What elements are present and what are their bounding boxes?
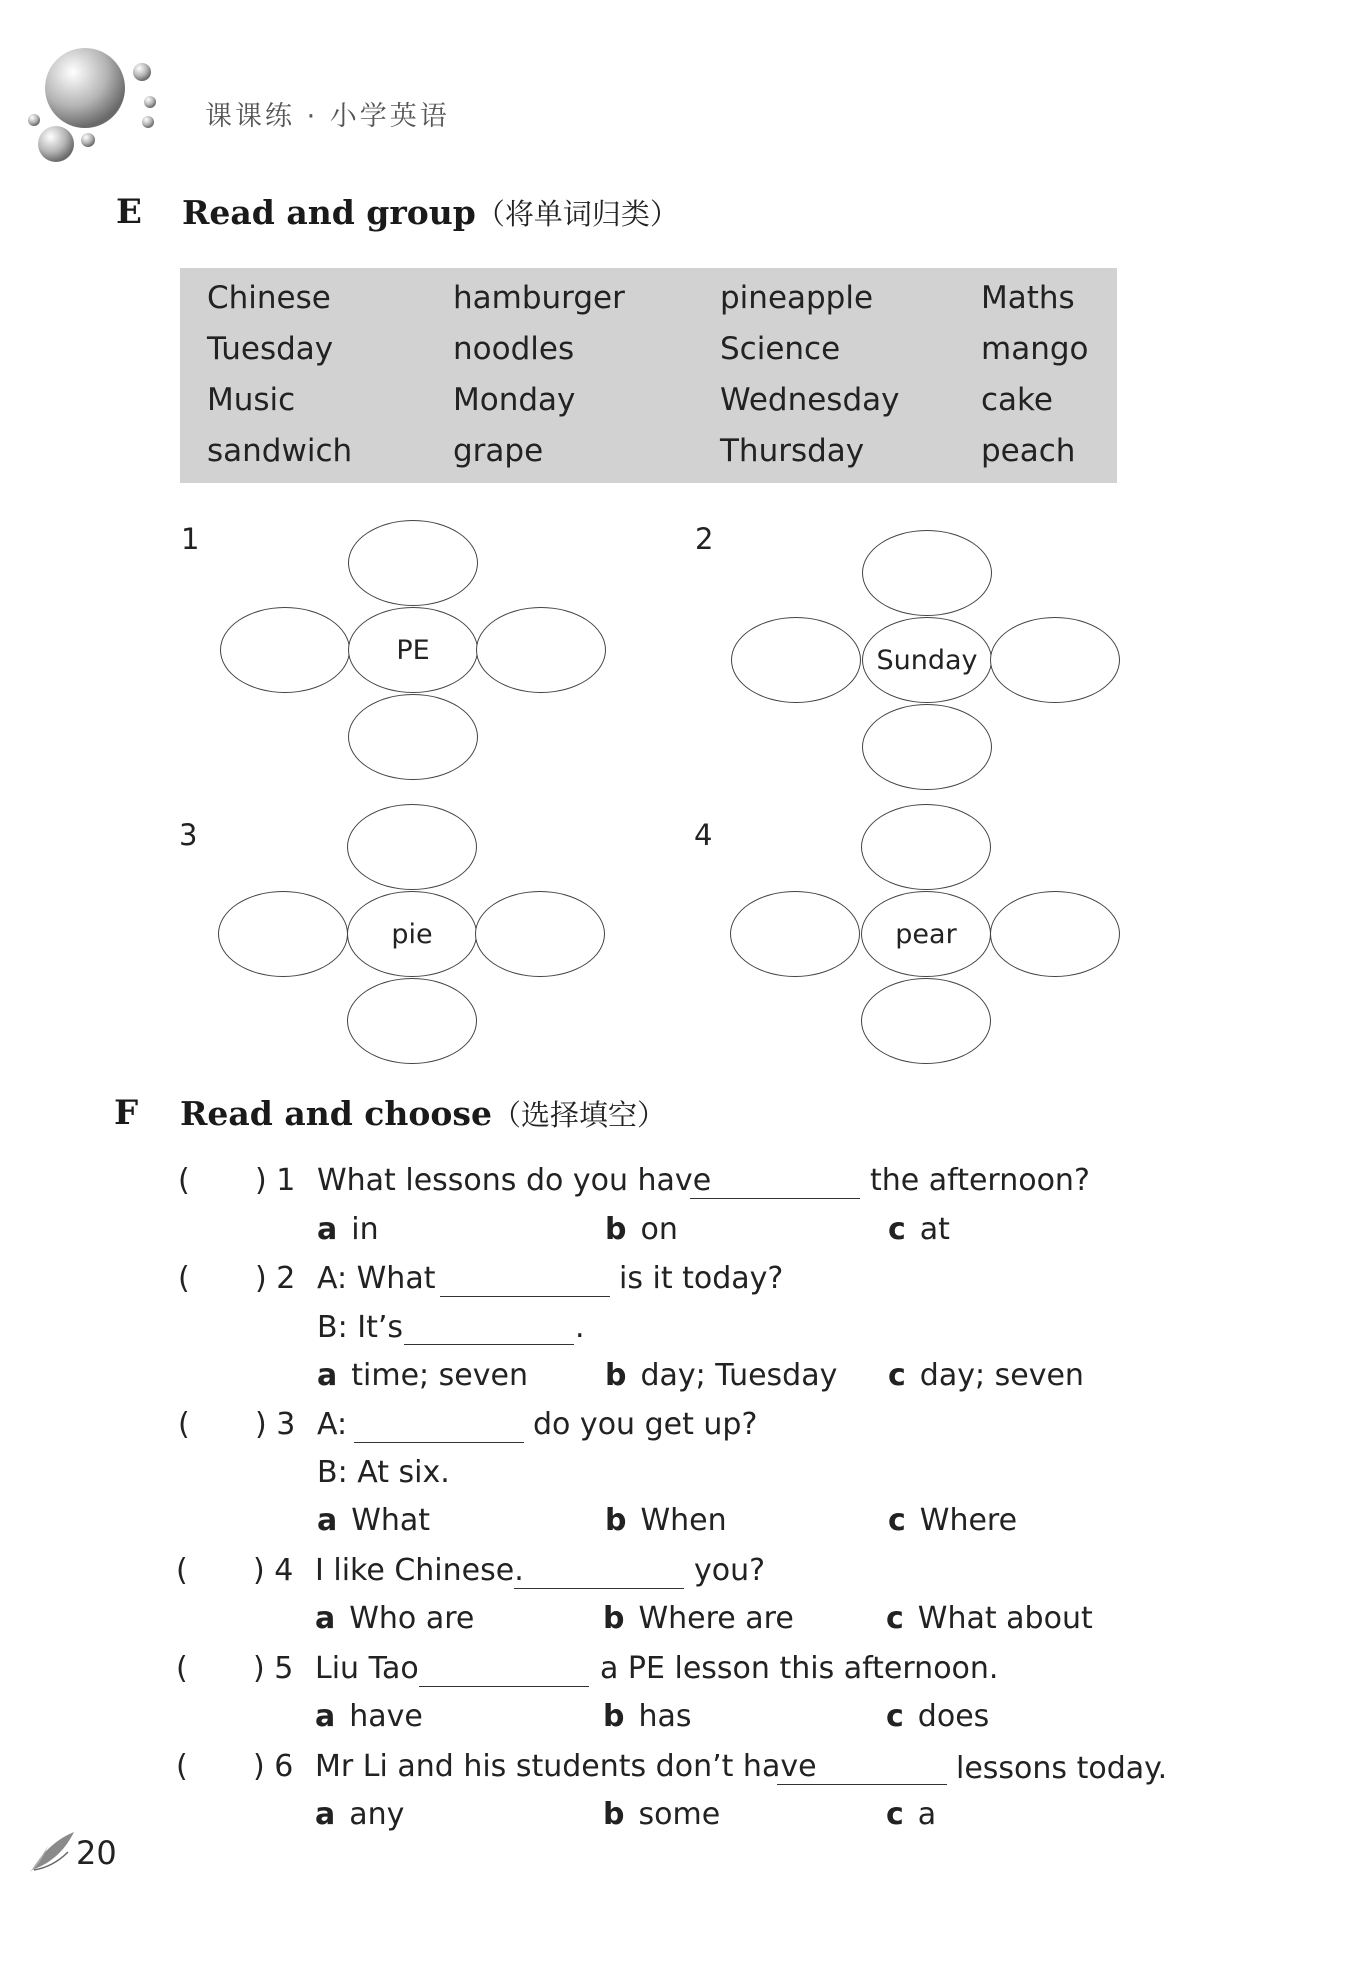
answer-oval-bottom[interactable] <box>348 694 478 780</box>
option-c <box>886 1699 989 1734</box>
word: Monday <box>453 382 576 418</box>
option-letter: c <box>888 1503 906 1538</box>
option-text: Who are <box>349 1601 475 1636</box>
word: Wednesday <box>720 382 900 418</box>
option-text: day; seven <box>919 1358 1084 1393</box>
option-text: Where are <box>638 1601 794 1636</box>
answer-oval-top[interactable] <box>862 530 992 616</box>
option-text: day; Tuesday <box>640 1358 838 1393</box>
answer-oval-bottom[interactable] <box>862 704 992 790</box>
question-text: lessons today. <box>956 1751 1168 1786</box>
question-text: you? <box>694 1553 766 1588</box>
option-text: have <box>349 1699 423 1734</box>
word: Thursday <box>720 433 865 469</box>
option-letter: b <box>605 1503 627 1538</box>
section-e-letter: E <box>116 192 142 232</box>
word: peach <box>981 433 1076 469</box>
center-oval: pie <box>347 891 477 977</box>
header-title: 课课练 · 小学英语 <box>205 101 450 132</box>
group-number: 4 <box>694 818 713 852</box>
word: Chinese <box>207 280 331 316</box>
center-oval: Sunday <box>862 617 992 703</box>
answer-oval-right[interactable] <box>990 891 1120 977</box>
option-letter: a <box>315 1601 336 1636</box>
option-text: does <box>917 1699 990 1734</box>
question-number: ) 4 <box>253 1553 294 1588</box>
center-oval: PE <box>348 607 478 693</box>
option-text: Where <box>919 1503 1018 1538</box>
group-number: 1 <box>181 522 200 556</box>
word: sandwich <box>207 433 353 469</box>
question-text: Mr Li and his students don’t have <box>315 1749 817 1784</box>
word: noodles <box>453 331 575 367</box>
word: cake <box>981 382 1053 418</box>
option-letter: c <box>886 1699 904 1734</box>
option-b <box>605 1503 727 1538</box>
question-text: do you get up? <box>533 1407 758 1442</box>
answer-oval-left[interactable] <box>220 607 350 693</box>
option-letter: c <box>888 1358 906 1393</box>
question-text: the afternoon? <box>870 1163 1090 1198</box>
section-e-heading <box>182 192 679 233</box>
answer-oval-bottom[interactable] <box>347 978 477 1064</box>
page-number: 20 <box>76 1834 117 1872</box>
question-text: B: At six. <box>317 1455 450 1490</box>
leaf-icon <box>28 1826 78 1874</box>
section-e-title: Read and group <box>182 193 476 232</box>
answer-paren-open[interactable]: ( <box>176 1749 188 1784</box>
answer-oval-right[interactable] <box>475 891 605 977</box>
option-text: any <box>349 1797 405 1832</box>
option-letter: c <box>888 1212 906 1247</box>
answer-oval-top[interactable] <box>348 520 478 606</box>
option-c <box>886 1797 936 1832</box>
answer-blank[interactable] <box>690 1198 860 1199</box>
answer-oval-left[interactable] <box>218 891 348 977</box>
answer-oval-top[interactable] <box>861 804 991 890</box>
option-b <box>603 1601 794 1636</box>
option-letter: a <box>315 1699 336 1734</box>
option-text: on <box>640 1212 678 1247</box>
option-text: a <box>917 1797 937 1832</box>
option-text: What <box>351 1503 431 1538</box>
answer-paren-open[interactable]: ( <box>178 1261 190 1296</box>
option-text: time; seven <box>351 1358 528 1393</box>
answer-blank[interactable] <box>404 1344 574 1345</box>
option-text: some <box>638 1797 721 1832</box>
word: pineapple <box>720 280 874 316</box>
word: Tuesday <box>207 331 334 367</box>
section-f-title: Read and choose <box>180 1094 492 1133</box>
option-text: What about <box>917 1601 1093 1636</box>
answer-paren-open[interactable]: ( <box>176 1651 188 1686</box>
option-c <box>888 1358 1084 1393</box>
answer-blank[interactable] <box>514 1588 684 1589</box>
question-text: a PE lesson this afternoon. <box>600 1651 999 1686</box>
question-text: I like Chinese. <box>315 1553 524 1588</box>
answer-paren-open[interactable]: ( <box>178 1407 190 1442</box>
option-text: at <box>919 1212 950 1247</box>
answer-paren-open[interactable]: ( <box>178 1163 190 1198</box>
option-b <box>605 1358 837 1393</box>
answer-blank[interactable] <box>777 1784 947 1785</box>
section-f-heading <box>180 1093 666 1134</box>
option-text: in <box>351 1212 379 1247</box>
word-bank <box>180 268 1117 483</box>
answer-oval-left[interactable] <box>731 617 861 703</box>
option-b <box>605 1212 678 1247</box>
section-e-subtitle: （将单词归类） <box>475 197 679 231</box>
question-number: ) 1 <box>255 1163 296 1198</box>
section-f-subtitle: （选择填空） <box>492 1098 667 1132</box>
option-c <box>888 1503 1017 1538</box>
question-number: ) 2 <box>255 1261 296 1296</box>
option-letter: b <box>603 1797 625 1832</box>
option-letter: a <box>317 1358 338 1393</box>
question-text: . <box>575 1310 585 1345</box>
option-a <box>315 1797 404 1832</box>
group-number: 3 <box>179 818 198 852</box>
option-letter: b <box>605 1358 627 1393</box>
option-letter: b <box>603 1699 625 1734</box>
answer-oval-bottom[interactable] <box>861 978 991 1064</box>
answer-oval-right[interactable] <box>990 617 1120 703</box>
question-text: What lessons do you have <box>317 1163 712 1198</box>
answer-blank[interactable] <box>419 1686 589 1687</box>
option-a <box>317 1212 379 1247</box>
word: Maths <box>981 280 1075 316</box>
option-a <box>317 1503 430 1538</box>
question-number: ) 5 <box>253 1651 294 1686</box>
option-b <box>603 1797 720 1832</box>
question-text: A: What <box>317 1261 436 1296</box>
option-letter: b <box>603 1601 625 1636</box>
bubbles-decoration <box>20 40 170 170</box>
group-number: 2 <box>695 522 714 556</box>
question-number: ) 3 <box>255 1407 296 1442</box>
question-text: B: It’s <box>317 1310 404 1345</box>
option-b <box>603 1699 692 1734</box>
answer-blank[interactable] <box>354 1442 524 1443</box>
option-a <box>315 1601 474 1636</box>
center-oval: pear <box>861 891 991 977</box>
word: Science <box>720 331 841 367</box>
option-letter: a <box>317 1212 338 1247</box>
option-c <box>888 1212 950 1247</box>
answer-oval-top[interactable] <box>347 804 477 890</box>
word: hamburger <box>453 280 625 316</box>
word: mango <box>981 331 1089 367</box>
option-c <box>886 1601 1093 1636</box>
option-letter: c <box>886 1601 904 1636</box>
option-text: When <box>640 1503 727 1538</box>
answer-paren-open[interactable]: ( <box>176 1553 188 1588</box>
answer-blank[interactable] <box>440 1296 610 1297</box>
word: Music <box>207 382 296 418</box>
question-text: is it today? <box>619 1261 784 1296</box>
option-text: has <box>638 1699 692 1734</box>
option-a <box>315 1699 423 1734</box>
section-f-letter: F <box>114 1093 139 1133</box>
option-letter: b <box>605 1212 627 1247</box>
option-letter: a <box>317 1503 338 1538</box>
option-letter: c <box>886 1797 904 1832</box>
answer-oval-right[interactable] <box>476 607 606 693</box>
question-text: Liu Tao <box>315 1651 419 1686</box>
answer-oval-left[interactable] <box>730 891 860 977</box>
question-number: ) 6 <box>253 1749 294 1784</box>
question-text: A: <box>317 1407 348 1442</box>
word: grape <box>453 433 544 469</box>
option-a <box>317 1358 528 1393</box>
option-letter: a <box>315 1797 336 1832</box>
